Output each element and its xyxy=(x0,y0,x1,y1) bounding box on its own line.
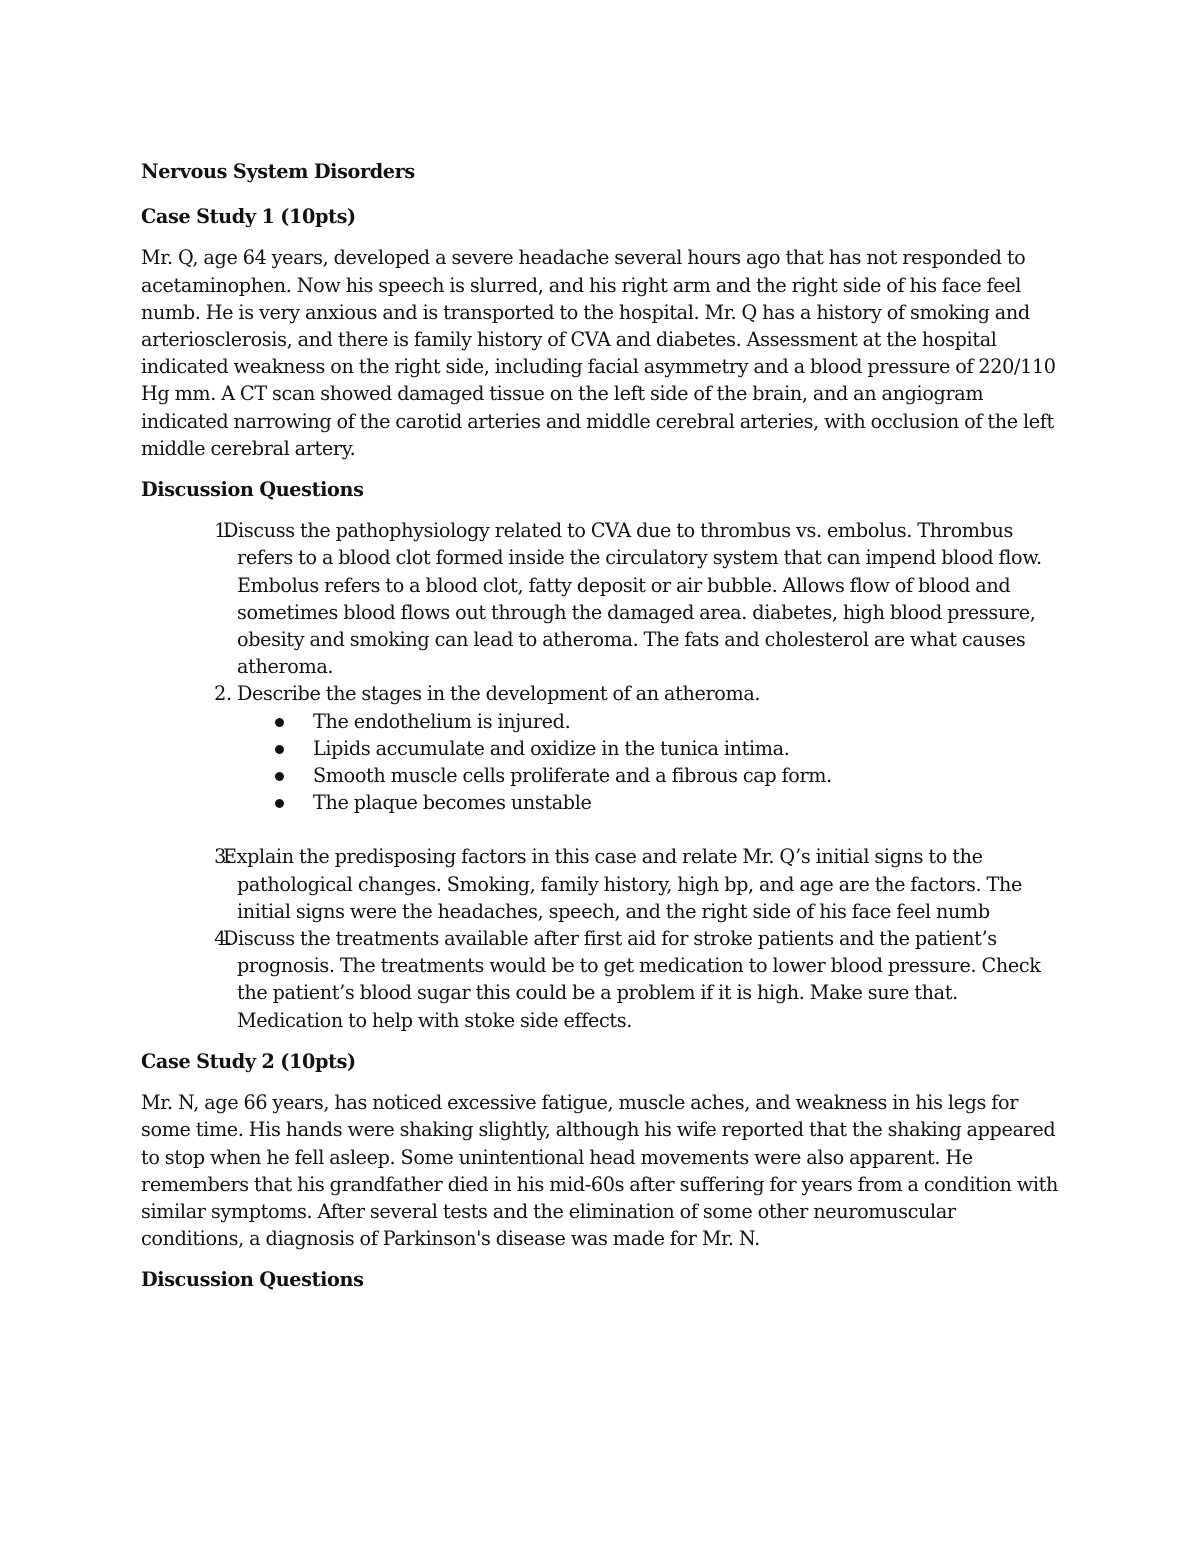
document-page xyxy=(141,158,1061,1308)
bullet-icon xyxy=(275,718,284,727)
bullet-text: Smooth muscle cells proliferate and a fibrous cap form. xyxy=(313,764,832,788)
case-study-1-heading: Case Study 1 (10pts) xyxy=(141,205,356,229)
case-study-1-questions-list xyxy=(141,517,1061,1034)
atheroma-stages-list xyxy=(237,708,1061,817)
bullet-text: The endothelium is injured. xyxy=(313,709,571,733)
question-1-text: Discuss the pathophysiology related to CVA due to thrombus vs. embolus. Thrombus refers to a blood clot formed inside the circulatory system that can impend blood flow. Embolus refers to a blood clot, fatty deposit or air bubble. Allows flow of blood and sometimes blood flows out through the damaged area. diabetes, high blood pressure, obesity and smoking can lead to atheroma. The fats and cholesterol are what causes atheroma. xyxy=(223,519,1042,679)
question-3-text: Explain the predisposing factors in this case and relate Mr. Q’s initial signs to the pathological changes. Smoking, family history, high bp, and age are the factors. The initial signs were the headaches, speech, and the right side of his face feel numb xyxy=(223,845,1022,923)
bullet-item xyxy=(275,708,1061,735)
bullet-text: The plaque becomes unstable xyxy=(313,791,592,815)
question-item-2 xyxy=(237,680,1061,843)
case-study-1-discussion-heading: Discussion Questions xyxy=(141,478,364,502)
bullet-icon xyxy=(275,799,284,808)
bullet-icon xyxy=(275,745,284,754)
blank-line xyxy=(237,816,1061,843)
question-item-1 xyxy=(223,517,1061,680)
question-item-4 xyxy=(223,925,1061,1034)
question-item-3 xyxy=(223,843,1061,925)
case-study-1-paragraph: Mr. Q, age 64 years, developed a severe headache several hours ago that has not responded to acetaminophen. Now his speech is slurred, and his right arm and the right side of his face feel numb. He is very anxious and is transported to the hospital. Mr. Q has a history of smoking and arteriosclerosis, and there is family history of CVA and diabetes. Assessment at the hospital indicated weakness on the right side, including facial asymmetry and a blood pressure of 220/110 Hg mm. A CT scan showed damaged tissue on the left side of the brain, and an angiogram indicated narrowing of the carotid arteries and middle cerebral arteries, with occlusion of the left middle cerebral artery. xyxy=(141,246,1056,460)
question-2-text: Describe the stages in the development of an atheroma. xyxy=(237,682,761,706)
bullet-item xyxy=(275,789,1061,816)
bullet-icon xyxy=(275,772,284,781)
case-study-2-discussion-heading: Discussion Questions xyxy=(141,1268,364,1292)
question-4-text: Discuss the treatments available after first aid for stroke patients and the patient’s prognosis. The treatments would be to get medication to lower blood pressure. Check the patient’s blood sugar this could be a problem if it is high. Make sure that. Medication to help with stoke side effects. xyxy=(223,927,1041,1032)
bullet-text: Lipids accumulate and oxidize in the tunica intima. xyxy=(313,736,790,760)
document-title: Nervous System Disorders xyxy=(141,160,415,183)
bullet-item xyxy=(275,735,1061,762)
case-study-2-heading: Case Study 2 (10pts) xyxy=(141,1049,356,1073)
case-study-2-paragraph: Mr. N, age 66 years, has noticed excessive fatigue, muscle aches, and weakness in his legs for some time. His hands were shaking slightly, although his wife reported that the shaking appeared to stop when he fell asleep. Some unintentional head movements were also apparent. He remembers that his grandfather died in his mid-60s after suffering for years from a condition with similar symptoms. After several tests and the elimination of some other neuromuscular conditions, a diagnosis of Parkinson's disease was made for Mr. N. xyxy=(141,1091,1058,1251)
bullet-item xyxy=(275,762,1061,789)
